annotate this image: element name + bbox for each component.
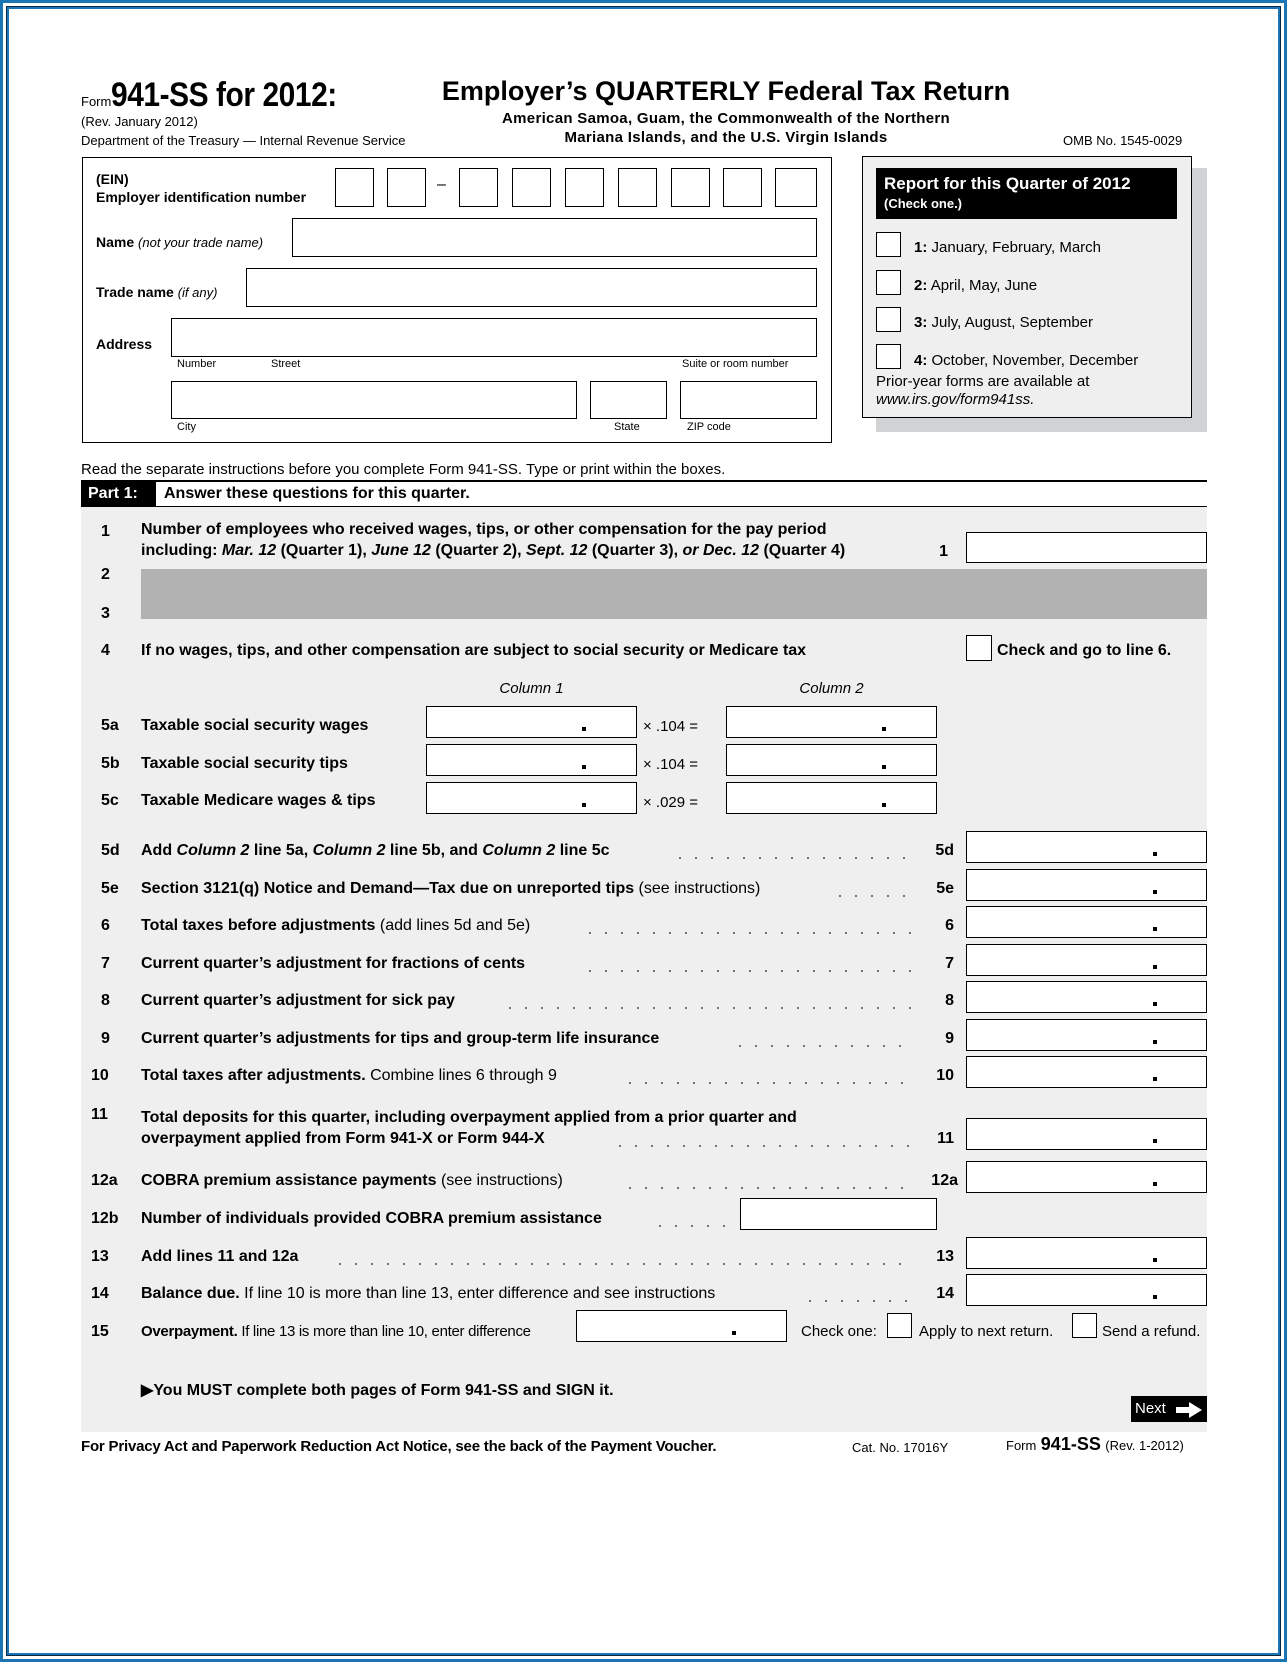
name-label: Name (not your trade name) bbox=[96, 234, 264, 250]
line-11-ref: 11 bbox=[937, 1130, 954, 1147]
caption-suite: Suite or room number bbox=[682, 358, 789, 370]
line-5a-text: Taxable social security wages bbox=[141, 717, 369, 734]
line-11-field[interactable] bbox=[966, 1118, 1207, 1150]
line-10-ref: 10 bbox=[936, 1067, 954, 1084]
line-4-number: 4 bbox=[101, 642, 110, 659]
prior-year-link[interactable]: www.irs.gov/form941ss. bbox=[876, 391, 1035, 408]
ein-digit-1[interactable] bbox=[335, 168, 374, 207]
line-2-number: 2 bbox=[101, 566, 110, 583]
form-prefix: Form bbox=[81, 94, 112, 109]
line-1-number: 1 bbox=[101, 523, 110, 540]
line-12a-number: 12a bbox=[91, 1172, 118, 1189]
lines-2-3-shaded-band bbox=[141, 569, 1207, 619]
catalog-number: Cat. No. 17016Y bbox=[852, 1440, 949, 1455]
arrow-right-icon: ▶ bbox=[141, 1382, 154, 1399]
line-5d-leader bbox=[672, 857, 912, 859]
line-1-field[interactable] bbox=[966, 532, 1207, 563]
line-5e-number: 5e bbox=[101, 880, 119, 897]
prior-year-note: Prior-year forms are available at bbox=[876, 373, 1090, 390]
line-9-text: Current quarter’s adjustments for tips and group-term life insurance bbox=[141, 1030, 660, 1047]
quarter-header bbox=[876, 168, 1177, 219]
ein-digit-7[interactable] bbox=[671, 168, 710, 207]
ein-digit-9[interactable] bbox=[775, 168, 817, 207]
line-5e-ref: 5e bbox=[936, 880, 954, 897]
trade-name-field[interactable] bbox=[246, 268, 817, 307]
ein-digit-8[interactable] bbox=[723, 168, 762, 207]
line-13-leader bbox=[332, 1263, 912, 1265]
line-6-text: Total taxes before adjustments (add lines 5d and 5e) bbox=[141, 917, 531, 934]
caption-city: City bbox=[177, 421, 196, 433]
line-5c-column-2-field[interactable] bbox=[726, 782, 937, 814]
line-5d-number: 5d bbox=[101, 842, 120, 859]
line-8-field[interactable] bbox=[966, 981, 1207, 1013]
line-8-number: 8 bbox=[101, 992, 110, 1009]
form-number: 941-SS for 2012: bbox=[111, 76, 338, 114]
instructions-text: Read the separate instructions before you complete Form 941-SS. Type or print within the boxes. bbox=[81, 461, 726, 478]
line-7-field[interactable] bbox=[966, 944, 1207, 976]
quarter-3-checkbox[interactable] bbox=[876, 307, 901, 332]
line-9-ref: 9 bbox=[945, 1030, 954, 1047]
street-address-field[interactable] bbox=[171, 318, 817, 357]
line-10-field[interactable] bbox=[966, 1056, 1207, 1088]
line-9-field[interactable] bbox=[966, 1019, 1207, 1051]
line-5c-multiplier: × .029 = bbox=[643, 794, 699, 811]
ein-label-2: Employer identification number bbox=[96, 189, 307, 205]
omb-number: OMB No. 1545-0029 bbox=[1063, 133, 1183, 148]
quarter-4-label: 4: October, November, December bbox=[914, 352, 1139, 369]
ein-digit-6[interactable] bbox=[618, 168, 657, 207]
line-5a-column-2-field[interactable] bbox=[726, 706, 937, 738]
line-5e-leader bbox=[832, 895, 912, 897]
caption-state: State bbox=[614, 421, 640, 433]
state-field[interactable] bbox=[590, 381, 667, 419]
line-5d-text: Add Column 2 line 5a, Column 2 line 5b, and Column 2 line 5c bbox=[141, 842, 610, 859]
quarter-1-checkbox[interactable] bbox=[876, 232, 901, 257]
trade-name-label: Trade name (if any) bbox=[96, 284, 218, 300]
apply-to-next-return-checkbox[interactable] bbox=[887, 1313, 912, 1338]
line-15-text: Overpayment. If line 13 is more than line 10, enter difference bbox=[141, 1323, 531, 1340]
line-11-number: 11 bbox=[91, 1106, 108, 1123]
line-5c-number: 5c bbox=[101, 792, 119, 809]
ein-digit-5[interactable] bbox=[565, 168, 604, 207]
line-14-ref: 14 bbox=[936, 1285, 954, 1302]
line-10-text: Total taxes after adjustments. Combine lines 6 through 9 bbox=[141, 1067, 557, 1084]
line-5a-number: 5a bbox=[101, 717, 119, 734]
line-14-field[interactable] bbox=[966, 1274, 1207, 1306]
quarter-4-checkbox[interactable] bbox=[876, 344, 901, 369]
column-2-header: Column 2 bbox=[799, 680, 864, 697]
line-12b-field[interactable] bbox=[740, 1198, 937, 1230]
line-5a-multiplier: × .104 = bbox=[643, 718, 699, 735]
department: Department of the Treasury — Internal Revenue Service bbox=[81, 133, 406, 148]
ein-digit-4[interactable] bbox=[512, 168, 551, 207]
quarter-2-label: 2: April, May, June bbox=[914, 277, 1038, 294]
line-9-number: 9 bbox=[101, 1030, 110, 1047]
column-1-header: Column 1 bbox=[499, 680, 564, 697]
line-8-ref: 8 bbox=[945, 992, 954, 1009]
line-12a-leader bbox=[622, 1187, 912, 1189]
name-field[interactable] bbox=[292, 218, 817, 257]
form-subtitle-1: American Samoa, Guam, the Commonwealth of the Northern bbox=[502, 110, 950, 127]
line-6-ref: 6 bbox=[945, 917, 954, 934]
quarter-2-checkbox[interactable] bbox=[876, 270, 901, 295]
line-10-number: 10 bbox=[91, 1067, 109, 1084]
line-14-leader bbox=[802, 1300, 912, 1302]
line-13-ref: 13 bbox=[936, 1248, 954, 1265]
form-title: Employer’s QUARTERLY Federal Tax Return bbox=[441, 76, 1011, 106]
line-12b-text: Number of individuals provided COBRA premium assistance bbox=[141, 1210, 602, 1227]
line-1-text-b: including: Mar. 12 (Quarter 1), June 12 (Quarter 2), Sept. 12 (Quarter 3), or Dec. 12 (Quarter 4) bbox=[141, 542, 846, 559]
part1-top-rule bbox=[81, 480, 1207, 482]
line-7-ref: 7 bbox=[945, 955, 954, 972]
line-5b-number: 5b bbox=[101, 755, 120, 772]
line-5d-ref: 5d bbox=[935, 842, 954, 859]
line-6-leader bbox=[582, 932, 912, 934]
next-button[interactable]: Next bbox=[1131, 1396, 1207, 1422]
ein-digit-2[interactable] bbox=[387, 168, 426, 207]
quarter-3-label: 3: July, August, September bbox=[914, 314, 1093, 331]
line-15-field[interactable] bbox=[576, 1310, 787, 1342]
line-5d-field[interactable] bbox=[966, 831, 1207, 863]
ein-label-1: (EIN) bbox=[96, 171, 129, 187]
line-5b-column-1-field[interactable] bbox=[426, 744, 637, 776]
line-5a-column-1-field[interactable] bbox=[426, 706, 637, 738]
line-15-number: 15 bbox=[91, 1323, 109, 1340]
privacy-notice: For Privacy Act and Paperwork Reduction Act Notice, see the back of the Payment Voucher. bbox=[81, 1438, 717, 1455]
caption-zip: ZIP code bbox=[687, 421, 731, 433]
line-1-text-a: Number of employees who received wages, tips, or other compensation for the pay period bbox=[141, 521, 827, 538]
line-8-text: Current quarter’s adjustment for sick pay bbox=[141, 992, 455, 1009]
line-13-text: Add lines 11 and 12a bbox=[141, 1248, 299, 1265]
address-label: Address bbox=[96, 336, 153, 352]
line-15-check-one-label: Check one: bbox=[801, 1323, 877, 1340]
line-4-checkbox[interactable] bbox=[966, 635, 992, 661]
revision-date: (Rev. January 2012) bbox=[81, 114, 198, 129]
form-subtitle-2: Mariana Islands, and the U.S. Virgin Islands bbox=[564, 129, 888, 146]
line-11-text-b: overpayment applied from Form 941-X or Form 944-X bbox=[141, 1130, 545, 1147]
line-1-ref: 1 bbox=[939, 543, 948, 560]
line-5b-multiplier: × .104 = bbox=[643, 756, 699, 773]
line-7-leader bbox=[582, 970, 912, 972]
line-6-number: 6 bbox=[101, 917, 110, 934]
city-field[interactable] bbox=[171, 381, 577, 419]
line-11-text-a: Total deposits for this quarter, including overpayment applied from a prior quarter and bbox=[141, 1109, 797, 1126]
apply-to-next-return-label: Apply to next return. bbox=[919, 1323, 1054, 1340]
part1-label: Part 1: bbox=[81, 482, 156, 506]
quarter-title: Report for this Quarter of 2012 bbox=[884, 174, 1131, 193]
send-a-refund-label: Send a refund. bbox=[1102, 1323, 1201, 1340]
send-a-refund-checkbox[interactable] bbox=[1072, 1313, 1097, 1338]
line-12b-number: 12b bbox=[91, 1210, 119, 1227]
line-14-number: 14 bbox=[91, 1285, 109, 1302]
line-5e-text: Section 3121(q) Notice and Demand—Tax due on unreported tips (see instructions) bbox=[141, 880, 761, 897]
line-12a-text: COBRA premium assistance payments (see instructions) bbox=[141, 1172, 563, 1189]
line-5c-column-1-field[interactable] bbox=[426, 782, 637, 814]
line-4-check-label: Check and go to line 6. bbox=[997, 642, 1172, 659]
line-7-text: Current quarter’s adjustment for fractions of cents bbox=[141, 955, 526, 972]
quarter-subtitle: (Check one.) bbox=[884, 196, 963, 211]
line-5c-text: Taxable Medicare wages & tips bbox=[141, 792, 376, 809]
ein-separator: – bbox=[437, 176, 446, 193]
caption-street: Street bbox=[271, 358, 301, 370]
line-5b-text: Taxable social security tips bbox=[141, 755, 348, 772]
line-12a-ref: 12a bbox=[931, 1172, 958, 1189]
line-7-number: 7 bbox=[101, 955, 110, 972]
zip-field[interactable] bbox=[680, 381, 817, 419]
line-13-number: 13 bbox=[91, 1248, 109, 1265]
line-5e-field[interactable] bbox=[966, 869, 1207, 901]
line-4-text: If no wages, tips, and other compensation are subject to social security or Medicare tax bbox=[141, 642, 807, 659]
ein-digit-3[interactable] bbox=[459, 168, 498, 207]
caption-number: Number bbox=[177, 358, 217, 370]
line-5b-column-2-field[interactable] bbox=[726, 744, 937, 776]
line-14-text: Balance due. If line 10 is more than line 13, enter difference and see instructions bbox=[141, 1285, 716, 1302]
line-13-field[interactable] bbox=[966, 1237, 1207, 1269]
line-9-leader bbox=[732, 1045, 912, 1047]
must-complete-note: ▶You MUST complete both pages of Form 941-SS and SIGN it. bbox=[141, 1382, 614, 1399]
footer-form-id: Form 941-SS (Rev. 1-2012) bbox=[1006, 1434, 1184, 1454]
form-id bbox=[81, 76, 368, 115]
line-3-number: 3 bbox=[101, 605, 110, 622]
line-6-field[interactable] bbox=[966, 906, 1207, 938]
line-11-leader bbox=[612, 1145, 912, 1147]
line-12a-field[interactable] bbox=[966, 1161, 1207, 1193]
quarter-1-label: 1: January, February, March bbox=[914, 239, 1102, 256]
line-8-leader bbox=[502, 1007, 912, 1009]
line-10-leader bbox=[622, 1082, 912, 1084]
next-arrow-icon bbox=[1176, 1401, 1202, 1417]
part1-title: Answer these questions for this quarter. bbox=[164, 485, 470, 502]
line-12b-leader bbox=[652, 1225, 732, 1227]
